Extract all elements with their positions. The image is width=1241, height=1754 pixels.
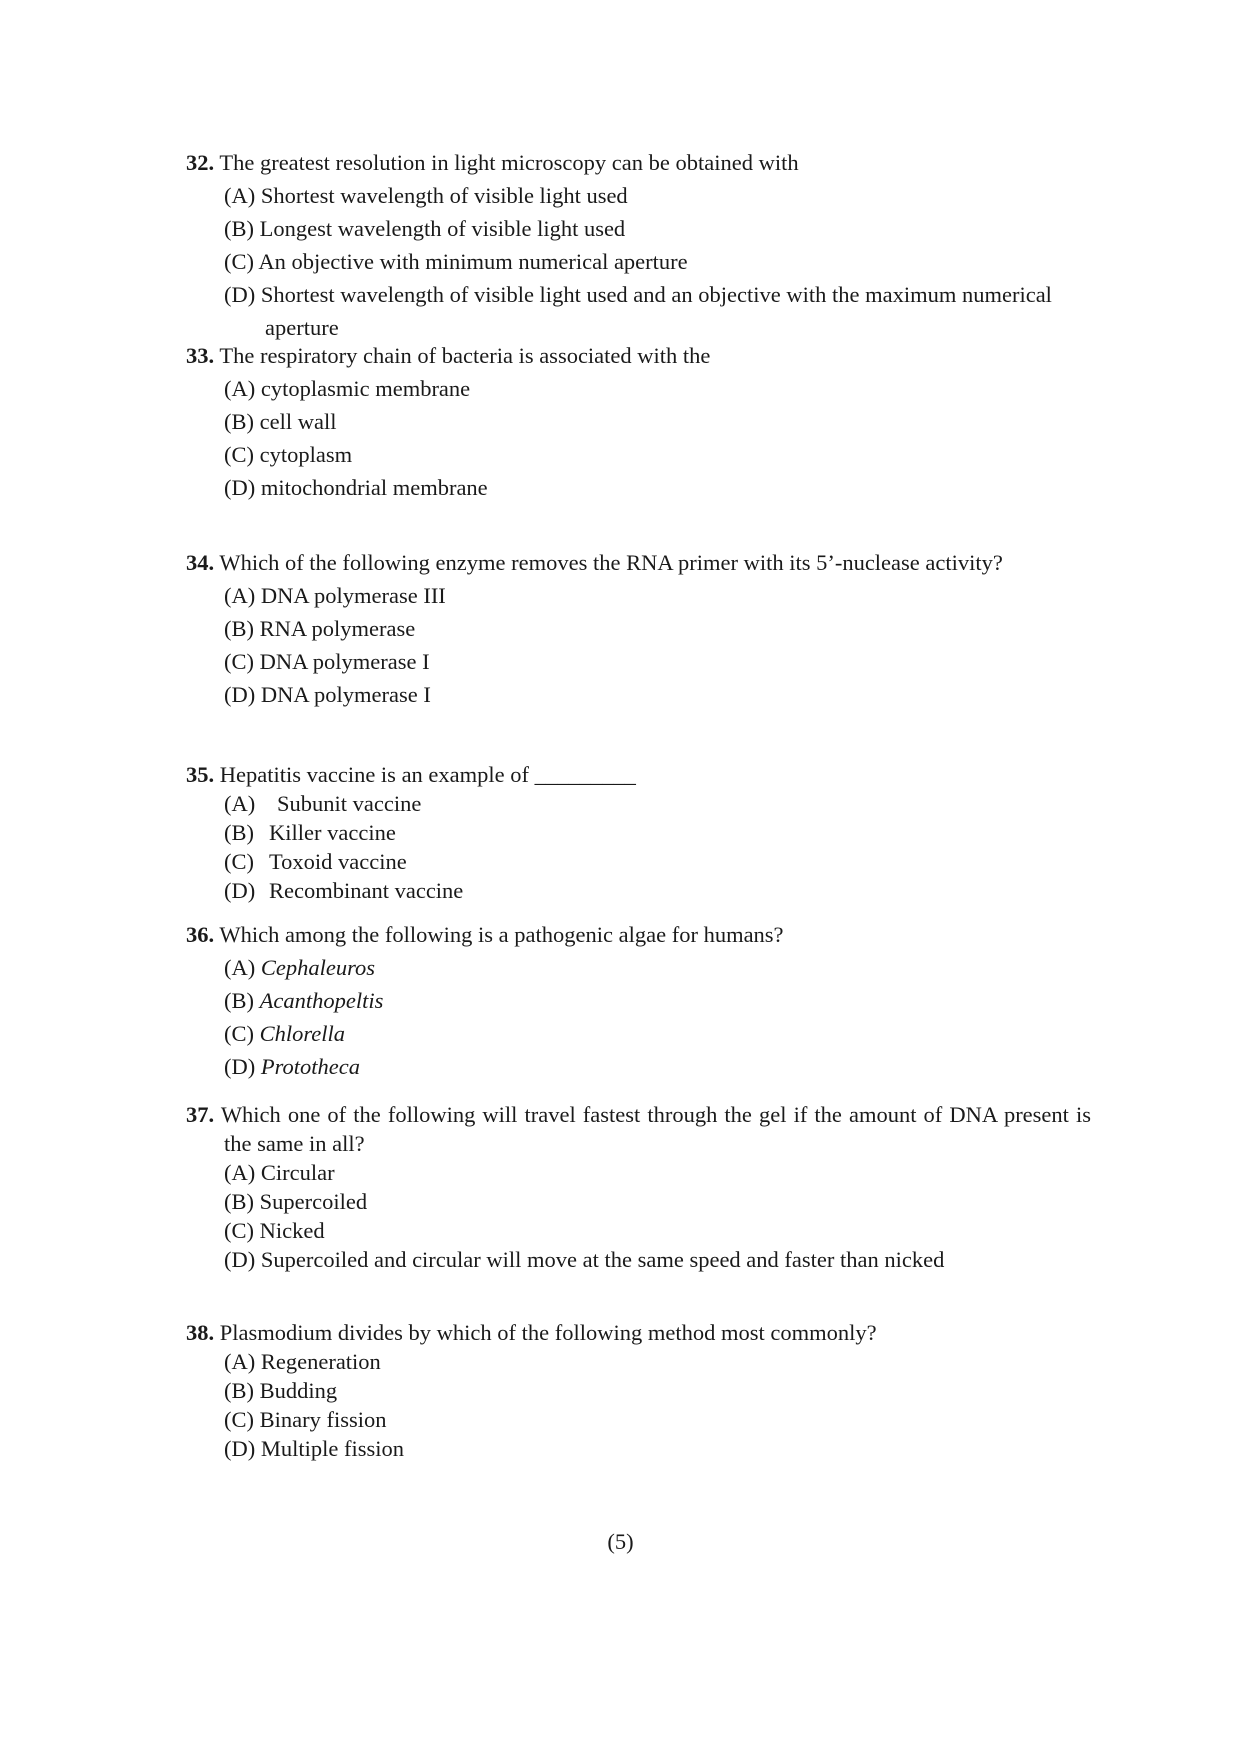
option-d	[186, 1050, 1091, 1083]
option-c	[186, 847, 1091, 876]
option-label: (D)	[224, 475, 256, 500]
question-number: 33.	[186, 343, 215, 368]
question-stem	[186, 1318, 1091, 1347]
question-34	[186, 546, 1091, 711]
question-number: 36.	[186, 922, 215, 947]
question-number: 32.	[186, 150, 215, 175]
option-text: Subunit vaccine	[277, 791, 422, 816]
option-label: (D)	[224, 1436, 256, 1461]
question-number: 38.	[186, 1320, 215, 1345]
option-text: cell wall	[259, 409, 337, 434]
option-d	[186, 876, 1091, 905]
option-label: (A)	[224, 1349, 256, 1374]
option-text: Nicked	[259, 1218, 325, 1243]
option-text: Shortest wavelength of visible light used and an objective with the maximum numerical aperture	[260, 282, 1052, 340]
option-label: (B)	[224, 1189, 254, 1214]
option-label: (A)	[224, 376, 256, 401]
option-text: Shortest wavelength of visible light used	[260, 183, 628, 208]
option-text: Budding	[259, 1378, 338, 1403]
option-label: (D)	[224, 1247, 256, 1272]
option-b	[186, 818, 1091, 847]
option-label: (C)	[224, 849, 254, 874]
option-text: Binary fission	[259, 1407, 387, 1432]
option-c	[186, 245, 1091, 278]
option-text: Killer vaccine	[269, 820, 396, 845]
question-stem	[186, 918, 1091, 951]
option-text: Regeneration	[260, 1349, 381, 1374]
option-d	[186, 1434, 1091, 1463]
option-label: (B)	[224, 616, 254, 641]
question-text: Hepatitis vaccine is an example of _________	[219, 762, 636, 787]
option-label: (C)	[224, 1218, 254, 1243]
option-b	[186, 212, 1091, 245]
question-stem	[186, 146, 1091, 179]
question-37	[186, 1100, 1091, 1274]
question-text: Which one of the following will travel fastest through the gel if the amount of DNA present is the same in all?	[220, 1102, 1092, 1156]
option-b	[186, 1376, 1091, 1405]
option-a	[186, 372, 1091, 405]
option-label: (B)	[224, 1378, 254, 1403]
option-label: (B)	[224, 820, 254, 845]
option-label: (A)	[224, 955, 256, 980]
option-b	[186, 984, 1091, 1017]
page-number: (5)	[607, 1529, 634, 1554]
option-label: (D)	[224, 282, 256, 307]
option-text: Prototheca	[260, 1054, 360, 1079]
question-number: 35.	[186, 762, 215, 787]
option-label: (B)	[224, 216, 254, 241]
option-label: (B)	[224, 409, 254, 434]
option-c	[186, 645, 1091, 678]
option-a	[186, 579, 1091, 612]
option-a	[186, 179, 1091, 212]
option-label: (C)	[224, 442, 254, 467]
option-label: (C)	[224, 1407, 254, 1432]
option-label: (D)	[224, 682, 256, 707]
option-label: (D)	[224, 1054, 256, 1079]
question-stem	[186, 546, 1091, 579]
question-32	[186, 146, 1091, 344]
option-b	[186, 1187, 1091, 1216]
option-a	[186, 951, 1091, 984]
question-text: Plasmodium divides by which of the following method most commonly?	[219, 1320, 877, 1345]
option-text: Recombinant vaccine	[269, 878, 464, 903]
option-label: (A)	[224, 791, 256, 816]
option-text: Circular	[260, 1160, 335, 1185]
question-text: Which of the following enzyme removes the RNA primer with its 5’-nuclease activity?	[219, 550, 1003, 575]
option-text: DNA polymerase I	[260, 682, 431, 707]
option-label: (B)	[224, 988, 254, 1013]
option-label: (D)	[224, 878, 256, 903]
question-text: The greatest resolution in light microscopy can be obtained with	[219, 150, 799, 175]
option-text: Longest wavelength of visible light used	[259, 216, 626, 241]
option-label: (A)	[224, 1160, 256, 1185]
question-text: Which among the following is a pathogenic algae for humans?	[219, 922, 784, 947]
option-a	[186, 789, 1091, 818]
option-d	[186, 471, 1091, 504]
option-text: mitochondrial membrane	[260, 475, 488, 500]
option-text: An objective with minimum numerical aperture	[258, 249, 688, 274]
option-b	[186, 405, 1091, 438]
option-text: Cephaleuros	[260, 955, 376, 980]
question-35	[186, 760, 1091, 905]
option-text: DNA polymerase III	[260, 583, 446, 608]
option-text: Multiple fission	[260, 1436, 404, 1461]
question-33	[186, 339, 1091, 504]
question-stem	[186, 339, 1091, 372]
option-text: DNA polymerase I	[259, 649, 430, 674]
option-label: (A)	[224, 583, 256, 608]
question-text: The respiratory chain of bacteria is associated with the	[219, 343, 711, 368]
option-text: Supercoiled and circular will move at the same speed and faster than nicked	[260, 1247, 945, 1272]
option-text: Supercoiled	[259, 1189, 368, 1214]
question-number: 37.	[186, 1102, 215, 1127]
option-text: cytoplasm	[259, 442, 353, 467]
option-text: Toxoid vaccine	[269, 849, 407, 874]
option-c	[186, 438, 1091, 471]
option-c	[186, 1017, 1091, 1050]
option-text: RNA polymerase	[259, 616, 416, 641]
question-38	[186, 1318, 1091, 1463]
option-d	[186, 278, 1091, 344]
option-d	[186, 678, 1091, 711]
option-a	[186, 1347, 1091, 1376]
option-label: (C)	[224, 249, 254, 274]
option-b	[186, 612, 1091, 645]
option-label: (A)	[224, 183, 256, 208]
option-c	[186, 1216, 1091, 1245]
question-stem	[186, 1100, 1091, 1158]
option-label: (C)	[224, 649, 254, 674]
option-d	[186, 1245, 1091, 1274]
option-text: Chlorella	[259, 1021, 346, 1046]
question-number: 34.	[186, 550, 215, 575]
question-36	[186, 918, 1091, 1083]
option-text: cytoplasmic membrane	[260, 376, 471, 401]
option-label: (C)	[224, 1021, 254, 1046]
option-c	[186, 1405, 1091, 1434]
option-a	[186, 1158, 1091, 1187]
question-stem	[186, 760, 1091, 789]
option-text: Acanthopeltis	[259, 988, 384, 1013]
